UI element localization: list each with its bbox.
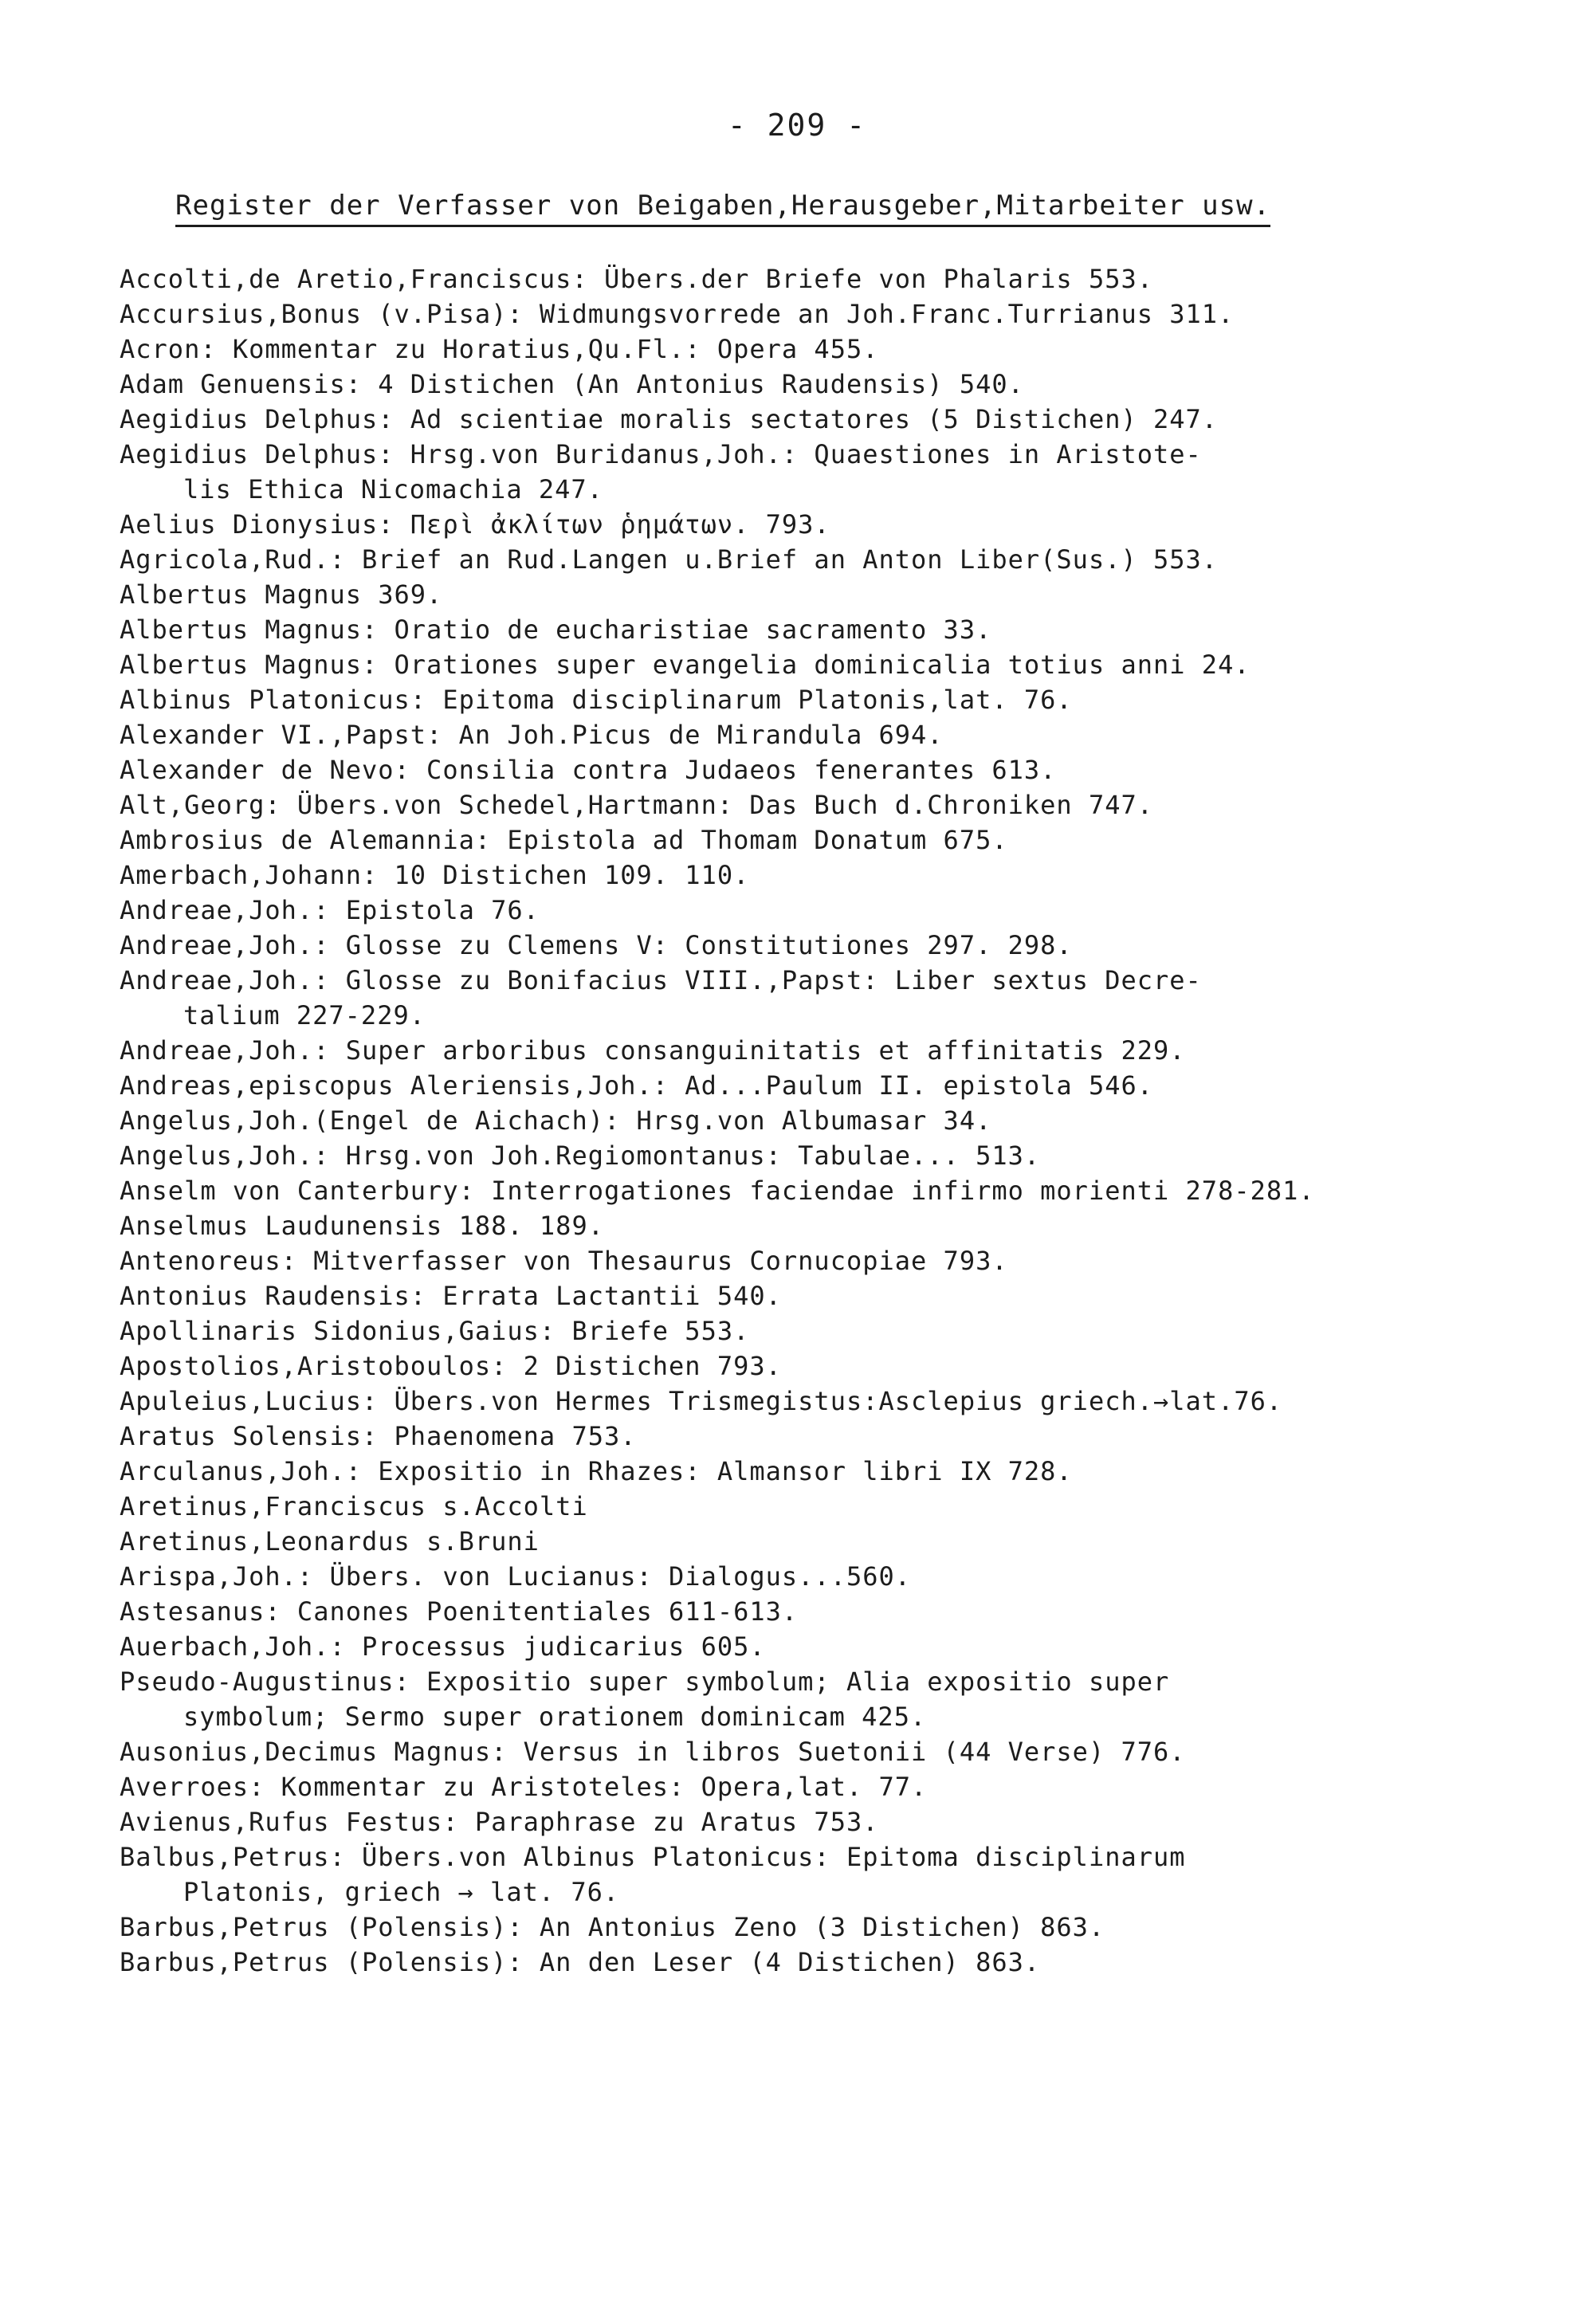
entry-text: Aratus Solensis: Phaenomena 753. [120, 1421, 637, 1451]
register-entry [120, 1033, 1490, 1068]
entry-text: Angelus,Joh.: Hrsg.von Joh.Regiomontanus: Tabulae... 513. [120, 1140, 1041, 1171]
entry-text: Anselmus Laudunensis 188. 189. [120, 1211, 604, 1241]
entry-text: Andreae,Joh.: Super arboribus consanguinitatis et affinitatis 229. [120, 1035, 1186, 1066]
register-entry [120, 1068, 1490, 1103]
register-entry [120, 1173, 1490, 1208]
register-entry [120, 1243, 1490, 1278]
entry-text: Antonius Raudensis: Errata Lactantii 540. [120, 1281, 782, 1311]
register-entry [120, 1278, 1490, 1313]
register-entry [120, 542, 1490, 577]
register-entry [120, 1454, 1490, 1489]
entry-text: Auerbach,Joh.: Processus judicarius 605. [120, 1631, 766, 1662]
register-entry [120, 1839, 1490, 1910]
register-entry [120, 1804, 1490, 1839]
register-entry [120, 822, 1490, 858]
register-entry [120, 1664, 1490, 1734]
entry-text: Apollinaris Sidonius,Gaius: Briefe 553. [120, 1316, 750, 1346]
register-entry [120, 1384, 1490, 1419]
register-entry [120, 1208, 1490, 1243]
entry-text: Aelius Dionysius: Περὶ ἀκλίτων ῥημάτων. 793. [120, 509, 830, 540]
register-entry [120, 1524, 1490, 1559]
entry-text: Alexander VI.,Papst: An Joh.Picus de Mirandula 694. [120, 720, 944, 750]
register-entry [120, 787, 1490, 822]
entry-text: Barbus,Petrus (Polensis): An Antonius Zeno (3 Distichen) 863. [120, 1912, 1105, 1942]
register-entry [120, 1559, 1490, 1594]
register-entry [120, 963, 1490, 1033]
register-entry [120, 893, 1490, 928]
entry-text: Accolti,de Aretio,Franciscus: Übers.der Briefe von Phalaris 553. [120, 264, 1153, 294]
register-entry [120, 1313, 1490, 1348]
entry-text: Agricola,Rud.: Brief an Rud.Langen u.Brief an Anton Liber(Sus.) 553. [120, 544, 1219, 575]
register-entry [120, 1910, 1490, 1945]
entry-text: Albinus Platonicus: Epitoma disciplinarum Platonis,lat. 76. [120, 685, 1073, 715]
entry-continuation: Platonis, griech → lat. 76. [183, 1877, 620, 1907]
entry-text: Andreae,Joh.: Glosse zu Clemens V: Constitutiones 297. 298. [120, 930, 1073, 960]
entry-text: Amerbach,Johann: 10 Distichen 109. 110. [120, 860, 750, 890]
entry-text: Ambrosius de Alemannia: Epistola ad Thomam Donatum 675. [120, 825, 1008, 855]
register-entry [120, 1734, 1490, 1769]
entry-text: Alt,Georg: Übers.von Schedel,Hartmann: Das Buch d.Chroniken 747. [120, 790, 1153, 820]
register-entry [120, 261, 1490, 296]
entry-text: Avienus,Rufus Festus: Paraphrase zu Aratus 753. [120, 1807, 879, 1837]
register-entry [120, 858, 1490, 893]
register-entry [120, 1594, 1490, 1629]
register-entry [120, 1419, 1490, 1454]
register-entry [120, 647, 1490, 682]
entry-text: Alexander de Nevo: Consilia contra Judaeos fenerantes 613. [120, 755, 1057, 785]
register-entry [120, 612, 1490, 647]
register-heading: Register der Verfasser von Beigaben,Herausgeber,Mitarbeiter usw. [175, 190, 1270, 227]
entry-text: Albertus Magnus: Orationes super evangelia dominicalia totius anni 24. [120, 650, 1250, 680]
page-number: - 209 - [727, 108, 867, 143]
entry-continuation: talium 227-229. [183, 1000, 426, 1030]
entry-text: Adam Genuensis: 4 Distichen (An Antonius Raudensis) 540. [120, 369, 1024, 399]
entry-text: Angelus,Joh.(Engel de Aichach): Hrsg.von Albumasar 34. [120, 1105, 992, 1136]
register-entry [120, 1769, 1490, 1804]
register-entry-list [120, 261, 1490, 1980]
entry-text: Arculanus,Joh.: Expositio in Rhazes: Almansor libri IX 728. [120, 1456, 1073, 1486]
entry-text: Averroes: Kommentar zu Aristoteles: Opera,lat. 77. [120, 1772, 928, 1802]
register-entry [120, 507, 1490, 542]
register-entry [120, 1629, 1490, 1664]
entry-text: Apostolios,Aristoboulos: 2 Distichen 793. [120, 1351, 782, 1381]
entry-text: Apuleius,Lucius: Übers.von Hermes Trismegistus:Asclepius griech.→lat.76. [120, 1386, 1283, 1416]
entry-text: Aretinus,Leonardus s.Bruni [120, 1526, 540, 1557]
entry-text: Accursius,Bonus (v.Pisa): Widmungsvorrede an Joh.Franc.Turrianus 311. [120, 299, 1235, 329]
entry-text: Anselm von Canterbury: Interrogationes faciendae infirmo morienti 278-281. [120, 1176, 1315, 1206]
entry-text: Pseudo-Augustinus: Expositio super symbolum; Alia expositio super [120, 1666, 1170, 1697]
register-entry [120, 1138, 1490, 1173]
entry-text: Andreae,Joh.: Epistola 76. [120, 895, 540, 925]
register-entry [120, 752, 1490, 787]
register-entry [120, 682, 1490, 717]
entry-text: Acron: Kommentar zu Horatius,Qu.Fl.: Opera 455. [120, 334, 879, 364]
entry-text: Andreae,Joh.: Glosse zu Bonifacius VIII.,Papst: Liber sextus Decre- [120, 965, 1202, 995]
register-entry [120, 402, 1490, 437]
entry-text: Ausonius,Decimus Magnus: Versus in libros Suetonii (44 Verse) 776. [120, 1737, 1186, 1767]
entry-text: Aretinus,Franciscus s.Accolti [120, 1491, 588, 1521]
entry-text: Balbus,Petrus: Übers.von Albinus Platonicus: Epitoma disciplinarum [120, 1842, 1186, 1872]
register-entry [120, 928, 1490, 963]
entry-text: Antenoreus: Mitverfasser von Thesaurus Cornucopiae 793. [120, 1246, 1008, 1276]
register-entry [120, 1103, 1490, 1138]
register-entry [120, 332, 1490, 367]
register-entry [120, 367, 1490, 402]
register-entry [120, 1489, 1490, 1524]
entry-text: Astesanus: Canones Poenitentiales 611-613. [120, 1596, 799, 1627]
entry-text: Aegidius Delphus: Hrsg.von Buridanus,Joh.: Quaestiones in Aristote- [120, 439, 1202, 469]
register-entry [120, 296, 1490, 332]
register-entry [120, 437, 1490, 507]
entry-text: Albertus Magnus 369. [120, 579, 443, 610]
register-entry [120, 1348, 1490, 1384]
register-entry [120, 717, 1490, 752]
entry-continuation: symbolum; Sermo super orationem dominicam 425. [183, 1702, 927, 1732]
entry-text: Barbus,Petrus (Polensis): An den Leser (4 Distichen) 863. [120, 1947, 1041, 1977]
entry-text: Andreas,episcopus Aleriensis,Joh.: Ad...Paulum II. epistola 546. [120, 1070, 1153, 1101]
register-entry [120, 577, 1490, 612]
entry-text: Aegidius Delphus: Ad scientiae moralis sectatores (5 Distichen) 247. [120, 404, 1219, 434]
entry-text: Albertus Magnus: Oratio de eucharistiae sacramento 33. [120, 614, 992, 645]
entry-text: Arispa,Joh.: Übers. von Lucianus: Dialogus...560. [120, 1561, 912, 1592]
entry-continuation: lis Ethica Nicomachia 247. [183, 474, 603, 504]
register-entry [120, 1945, 1490, 1980]
